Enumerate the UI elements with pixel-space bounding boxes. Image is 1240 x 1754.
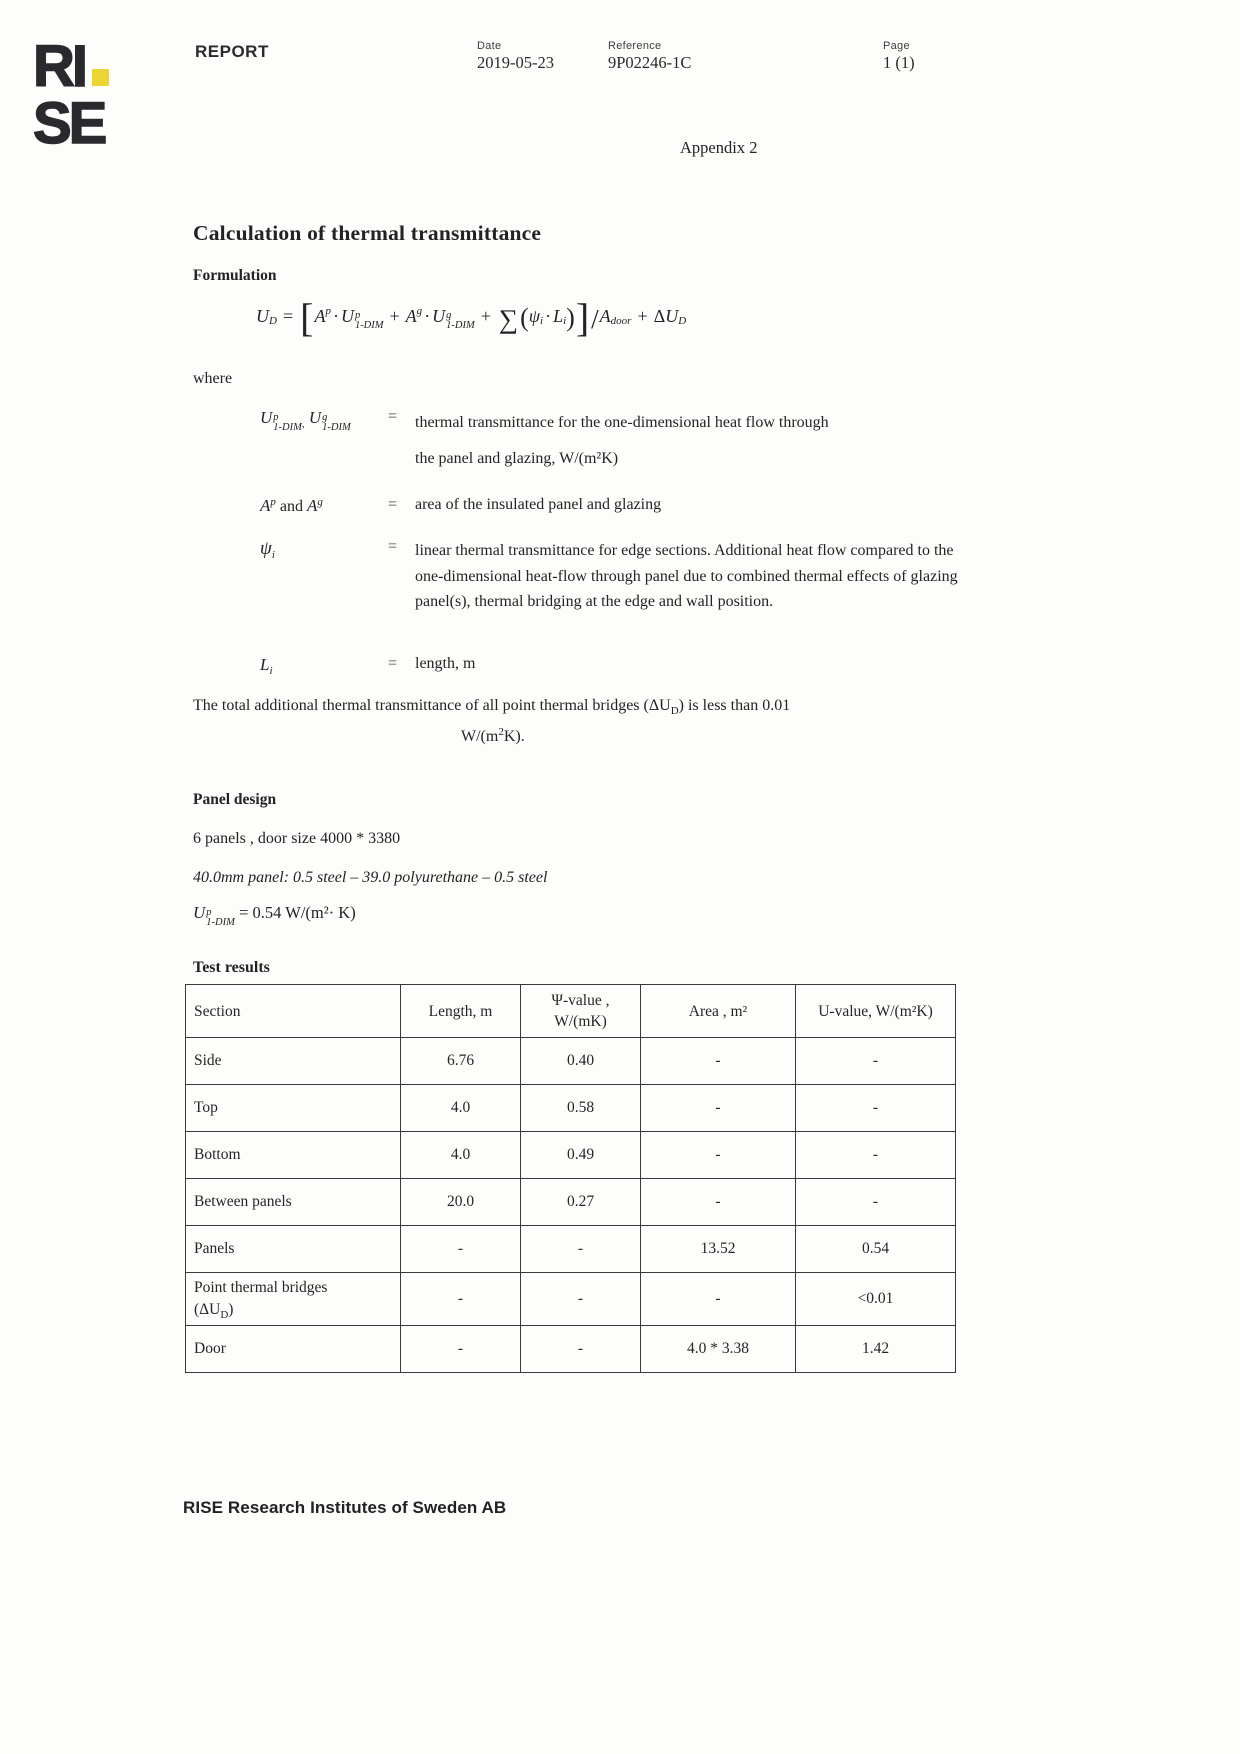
cell-psi: - [521,1273,641,1326]
cell-section: Panels [186,1226,401,1273]
cell-psi: 0.40 [521,1038,641,1085]
cell-psi: - [521,1226,641,1273]
cell-psi: 0.49 [521,1132,641,1179]
column-header-length: Length, m [401,985,521,1038]
table-header-row [186,985,956,1038]
equals-sign: = [388,408,398,425]
table-row-bottom [186,1132,956,1179]
definition-description: thermal transmittance for the one-dimensional heat flow through the panel and glazing, W/(m²K) [415,414,829,467]
cell-length: - [401,1226,521,1273]
cell-length: - [401,1326,521,1373]
panel-design-heading: Panel design [193,791,277,808]
panel-uvalue-line: U p 1-DIM = 0.54 W/(m²· K) [193,903,356,929]
cell-uvalue: <0.01 [796,1273,956,1326]
definition-description: linear thermal transmittance for edge sections. Additional heat flow compared to the one-dimensional heat-flow through panel due to combined thermal effects of glazing panel(s), thermal bridging at the edge and wall position. [415,542,958,610]
definition-term: $A^p$ and $A^g$ [260,496,323,515]
definition-term: $\psi_i$ [260,538,275,561]
cell-length: - [401,1273,521,1326]
cell-uvalue: - [796,1132,956,1179]
page-block [883,40,915,73]
definition-description: area of the insulated panel and glazing [415,496,662,513]
cell-uvalue: - [796,1038,956,1085]
note-units: $W/(m^2K)$. [461,726,525,745]
cell-section: Between panels [186,1179,401,1226]
cell-uvalue: 1.42 [796,1326,956,1373]
cell-area: - [641,1085,796,1132]
column-header-area: Area , m² [641,985,796,1038]
cell-uvalue: - [796,1179,956,1226]
cell-area: - [641,1179,796,1226]
rise-logo [33,34,109,156]
test-results-table [185,984,956,1373]
ud-formula: U D = [ A p · U p 1-DIM + A g · U g 1-DIM + ∑ ( ψ i · L i ) ] / A door + Δ U D [256,294,687,340]
formula-U: U [256,306,269,326]
date-label: Date [477,40,502,52]
cell-section: Side [186,1038,401,1085]
panel-count-line: 6 panels , door size 4000 * 3380 [193,830,401,847]
definition-term: $L_i$ [260,655,273,677]
page-label: Page [883,40,910,52]
logo-text-ri: RI [33,34,85,99]
date-value: 2019-05-23 [477,53,554,72]
table-row-side [186,1038,956,1085]
equals-sign: = [388,655,398,672]
where-label: where [193,370,233,387]
cell-section: Door [186,1326,401,1373]
appendix-label: Appendix 2 [680,138,758,157]
cell-section: Top [186,1085,401,1132]
cell-area: - [641,1273,796,1326]
page-value: 1 (1) [883,53,915,72]
cell-uvalue: - [796,1085,956,1132]
definition-description: length, m [415,655,476,672]
table-row-between-panels [186,1179,956,1226]
point-thermal-bridges-note: The total additional thermal transmittance of all point thermal bridges $(\Delta U_D)$ is less than 0.01 $W/(m^2K)$. [193,691,969,753]
logo-text-se: SE [33,91,105,156]
cell-length: 4.0 [401,1132,521,1179]
cell-length: 4.0 [401,1085,521,1132]
reference-block [608,40,691,73]
logo-line-1 [33,34,109,99]
equals-sign: = [388,496,398,513]
footer-company-name: RISE Research Institutes of Sweden AB [183,1498,507,1517]
panel-spec-line: 40.0mm panel: 0.5 steel – 39.0 polyurethane – 0.5 steel [193,869,548,886]
column-header-section: Section [186,985,401,1038]
cell-psi: 0.58 [521,1085,641,1132]
cell-section: Point thermal bridges $(\Delta U_D)$ [186,1273,401,1326]
document-title: Calculation of thermal transmittance [193,221,542,245]
cell-section: Bottom [186,1132,401,1179]
cell-psi: - [521,1326,641,1373]
date-block [477,40,554,73]
cell-area: 13.52 [641,1226,796,1273]
logo-yellow-dot [92,69,109,86]
cell-length: 6.76 [401,1038,521,1085]
test-results-heading: Test results [193,959,270,976]
cell-length: 20.0 [401,1179,521,1226]
column-header-uvalue: U-value, W/(m²K) [796,985,956,1038]
table-row-panels [186,1226,956,1273]
table-row-point-thermal-bridges [186,1273,956,1326]
formulation-heading: Formulation [193,267,277,284]
cell-uvalue: 0.54 [796,1226,956,1273]
cell-area: - [641,1132,796,1179]
reference-value: 9P02246-1C [608,53,692,72]
table-row-top [186,1085,956,1132]
cell-psi: 0.27 [521,1179,641,1226]
table-row-door [186,1326,956,1373]
definition-term: U p 1-DIM $_,$ U g 1-DIM [260,408,351,434]
cell-area: 4.0 * 3.38 [641,1326,796,1373]
reference-label: Reference [608,40,662,52]
equals-sign: = [388,538,398,555]
column-header-psi: Ψ-value , W/(mK) [521,985,641,1038]
cell-area: - [641,1038,796,1085]
report-type-label: REPORT [195,42,269,61]
